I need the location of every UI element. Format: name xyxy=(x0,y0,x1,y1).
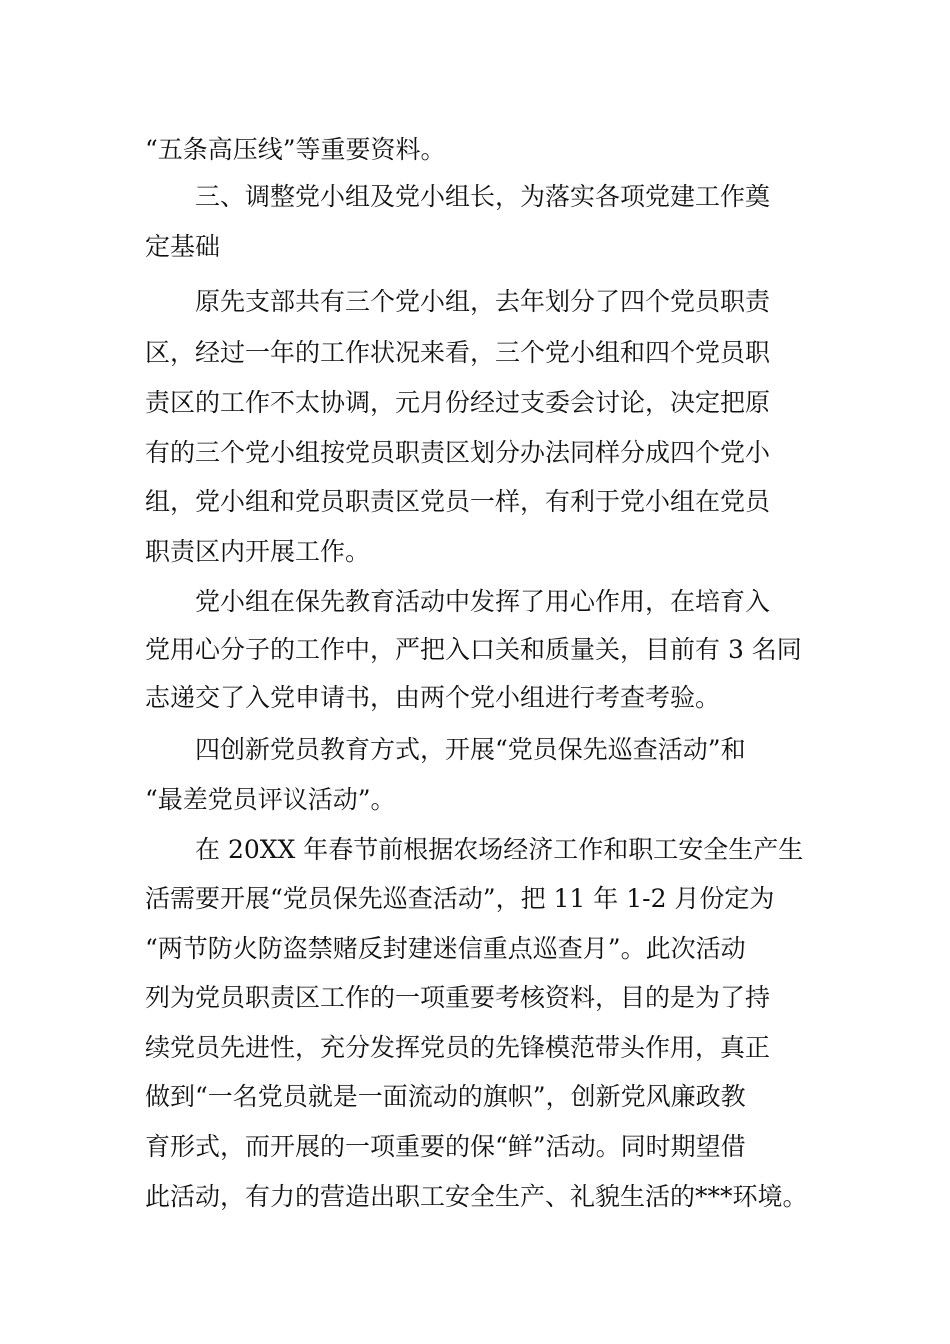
paragraph-line: 活需要开展“党员保先巡查活动”，把 11 年 1-2 月份定为 xyxy=(145,884,775,913)
paragraph-line: “两节防火防盗禁赌反封建迷信重点巡查月”。此次活动 xyxy=(145,934,746,963)
paragraph-line: 组，党小组和党员职责区党员一样，有利于党小组在党员 xyxy=(145,487,771,516)
paragraph-line: 党用心分子的工作中，严把入口关和质量关，目前有 3 名同 xyxy=(145,635,802,664)
paragraph-line: 区，经过一年的工作状况来看，三个党小组和四个党员职 xyxy=(145,338,771,367)
section-heading-continued: 定基础 xyxy=(145,232,221,261)
paragraph-line: 在 20XX 年春节前根据农场经济工作和职工安全生产生 xyxy=(195,835,804,864)
paragraph-line: 列为党员职责区工作的一项重要考核资料，目的是为了持 xyxy=(145,983,771,1012)
paragraph-line: 职责区内开展工作。 xyxy=(145,537,371,566)
section-heading: 四创新党员教育方式，开展“党员保先巡查活动”和 xyxy=(195,735,746,764)
paragraph-line: 责区的工作不太协调，元月份经过支委会讨论，决定把原 xyxy=(145,388,771,417)
paragraph-line: 志递交了入党申请书，由两个党小组进行考查考验。 xyxy=(145,683,721,712)
paragraph-line: 续党员先进性，充分发挥党员的先锋模范带头作用，真正 xyxy=(145,1033,771,1062)
paragraph-line: 做到“一名党员就是一面流动的旗帜”，创新党风廉政教 xyxy=(145,1082,746,1111)
section-heading-continued: “最差党员评议活动”。 xyxy=(145,785,396,814)
paragraph-line: 此活动，有力的营造出职工安全生产、礼貌生活的***环境。 xyxy=(145,1182,808,1211)
section-heading: 三、调整党小组及党小组长，为落实各项党建工作奠 xyxy=(195,182,771,211)
paragraph-line: 原先支部共有三个党小组，去年划分了四个党员职责 xyxy=(195,287,771,316)
paragraph-line: 党小组在保先教育活动中发挥了用心作用，在培育入 xyxy=(195,587,771,616)
paragraph-line: 有的三个党小组按党员职责区划分办法同样分成四个党小 xyxy=(145,438,771,467)
paragraph-line: 育形式，而开展的一项重要的保“鲜”活动。同时期望借 xyxy=(145,1132,746,1161)
text-line: “五条高压线”等重要资料。 xyxy=(145,135,446,164)
